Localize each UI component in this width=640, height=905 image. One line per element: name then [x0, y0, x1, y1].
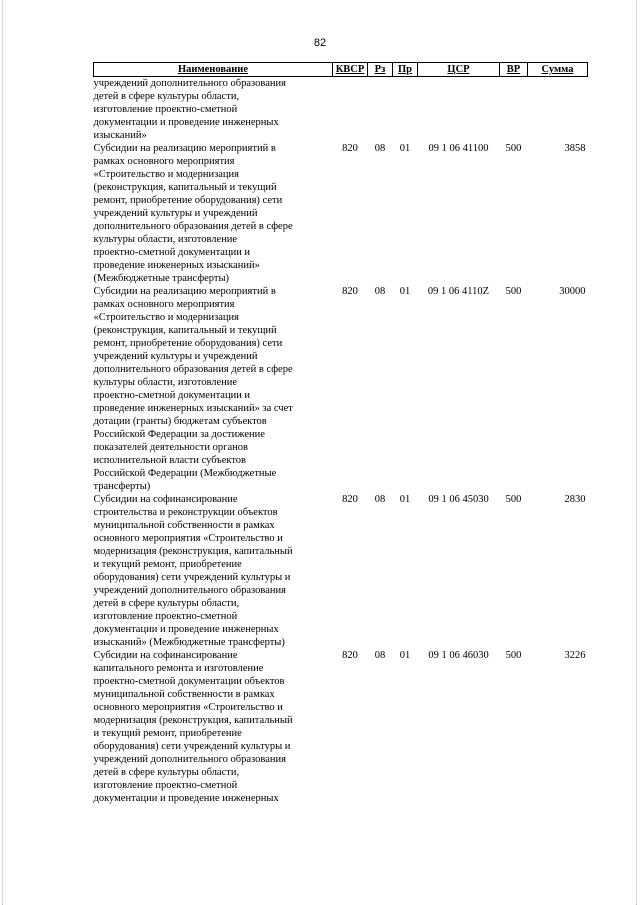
row-name-line: Субсидии на реализацию мероприятий в: [93, 143, 276, 154]
row-name-line: проектно-сметной документации объектов: [93, 676, 285, 687]
row-name-line: изысканий» (Межбюджетные трансферты): [93, 637, 285, 648]
row-name-line: изготовление проектно-сметной: [93, 104, 238, 115]
header-sum: Сумма: [528, 63, 588, 77]
row-pr: [393, 77, 418, 143]
row-name-line: документации и проведение инженерных: [93, 793, 279, 804]
row-name-line: культуры области, изготовление: [93, 377, 238, 388]
table-row: [94, 142, 588, 285]
row-sum: 30000: [559, 286, 586, 297]
row-vr: 500: [505, 143, 522, 154]
row-name-line: «Строительство и модернизация: [93, 169, 239, 180]
row-sum: [528, 77, 588, 143]
row-kvsr: [333, 77, 368, 143]
row-csr: 09 1 06 46030: [428, 650, 489, 661]
row-name-line: учреждений дополнительного образования: [93, 78, 286, 89]
header-kvsr: КВСР: [333, 63, 368, 77]
row-kvsr: 820: [342, 286, 358, 297]
row-csr: [418, 77, 500, 143]
table-row: [94, 649, 588, 805]
row-kvsr: 820: [342, 143, 358, 154]
row-rz: 08: [374, 286, 386, 297]
row-name-line: трансферты): [93, 481, 151, 492]
row-name-line: изготовление проектно-сметной: [93, 611, 238, 622]
row-name-line: проведение инженерных изысканий»: [93, 260, 260, 271]
row-name-line: муниципальной собственности в рамках: [93, 689, 275, 700]
row-vr: 500: [505, 650, 522, 661]
row-name-line: оборудования) сети учреждений культуры и: [93, 741, 291, 752]
row-name-line: и текущий ремонт, приобретение: [93, 559, 242, 570]
row-name-line: модернизация (реконструкция, капитальный: [93, 546, 293, 557]
row-name-line: (реконструкция, капитальный и текущий: [93, 325, 277, 336]
header-rz: Рз: [368, 63, 393, 77]
row-name-line: Субсидии на реализацию мероприятий в: [93, 286, 276, 297]
row-name-line: исполнительной власти субъектов: [93, 455, 247, 466]
row-name-line: учреждений культуры и учреждений: [93, 351, 258, 362]
row-name-cell: [94, 649, 333, 805]
row-name-line: основного мероприятия «Строительство и: [93, 533, 283, 544]
row-pr: 01: [399, 494, 411, 505]
row-name-line: проектно-сметной документации и: [93, 247, 251, 258]
row-name-line: Субсидии на софинансирование: [93, 494, 238, 505]
row-name-line: и текущий ремонт, приобретение: [93, 728, 242, 739]
row-name-line: изготовление проектно-сметной: [93, 780, 238, 791]
row-rz: 08: [374, 650, 386, 661]
row-name-cell: [94, 285, 333, 493]
row-name-line: модернизация (реконструкция, капитальный: [93, 715, 293, 726]
row-kvsr: 820: [342, 650, 358, 661]
row-name-line: ремонт, приобретение оборудования) сети: [93, 195, 283, 206]
row-name-line: Субсидии на софинансирование: [93, 650, 238, 661]
row-name-line: основного мероприятия «Строительство и: [93, 702, 283, 713]
row-name-line: Российской Федерации за достижение: [93, 429, 265, 440]
header-vr: ВР: [500, 63, 528, 77]
row-name-line: проектно-сметной документации и: [93, 390, 251, 401]
row-name-line: рамках основного мероприятия: [93, 299, 235, 310]
row-vr: 500: [505, 286, 522, 297]
budget-table: [93, 62, 588, 805]
table-row: [94, 285, 588, 493]
row-name-cell: [94, 142, 333, 285]
right-margin-rule: [636, 0, 638, 905]
row-name-line: детей в сфере культуры области,: [93, 767, 240, 778]
row-name-line: капитального ремонта и изготовление: [93, 663, 264, 674]
left-margin-rule: [2, 0, 4, 905]
row-name-cell: [94, 493, 333, 649]
row-rz: 08: [374, 494, 386, 505]
row-vr: [500, 77, 528, 143]
row-name-line: учреждений культуры и учреждений: [93, 208, 258, 219]
header-csr: ЦСР: [418, 63, 500, 77]
row-name-line: дополнительного образования детей в сфере: [93, 364, 293, 375]
row-sum: 3858: [564, 143, 586, 154]
row-name-line: учреждений дополнительного образования: [93, 754, 286, 765]
row-name-line: учреждений дополнительного образования: [93, 585, 286, 596]
row-name-line: культуры области, изготовление: [93, 234, 238, 245]
row-pr: 01: [399, 286, 411, 297]
row-name-line: ремонт, приобретение оборудования) сети: [93, 338, 283, 349]
row-name-line: (реконструкция, капитальный и текущий: [93, 182, 277, 193]
row-name-line: проведение инженерных изысканий» за счет: [93, 403, 293, 414]
row-name-line: «Строительство и модернизация: [93, 312, 239, 323]
row-sum: 2830: [564, 494, 586, 505]
row-name-line: рамках основного мероприятия: [93, 156, 235, 167]
row-name-line: муниципальной собственности в рамках: [93, 520, 275, 531]
table-row: [94, 493, 588, 649]
header-name: Наименование: [94, 63, 333, 77]
row-pr: 01: [399, 143, 411, 154]
row-name-line: оборудования) сети учреждений культуры и: [93, 572, 291, 583]
row-name-line: дотации (гранты) бюджетам субъектов: [93, 416, 267, 427]
row-csr: 09 1 06 4110Z: [427, 286, 490, 297]
table-body: [94, 77, 588, 806]
row-name-line: (Межбюджетные трансферты): [93, 273, 230, 284]
page-number: 82: [313, 37, 327, 49]
row-csr: 09 1 06 45030: [428, 494, 489, 505]
row-name-cell: [94, 77, 333, 143]
row-rz: 08: [374, 143, 386, 154]
row-rz: [368, 77, 393, 143]
row-name-line: документации и проведение инженерных: [93, 117, 279, 128]
row-name-line: изысканий»: [93, 130, 147, 141]
row-name-line: показателей деятельности органов: [93, 442, 248, 453]
table-header-row: [94, 63, 588, 77]
row-name-line: детей в сфере культуры области,: [93, 598, 240, 609]
row-kvsr: 820: [342, 494, 358, 505]
row-name-line: дополнительного образования детей в сфере: [93, 221, 293, 232]
row-name-line: Российской Федерации (Межбюджетные: [93, 468, 277, 479]
row-name-line: детей в сфере культуры области,: [93, 91, 240, 102]
row-vr: 500: [505, 494, 522, 505]
table-row: [94, 77, 588, 143]
header-pr: Пр: [393, 63, 418, 77]
row-pr: 01: [399, 650, 411, 661]
row-name-line: строительства и реконструкции объектов: [93, 507, 278, 518]
row-name-line: документации и проведение инженерных: [93, 624, 279, 635]
row-sum: 3226: [564, 650, 586, 661]
row-csr: 09 1 06 41100: [428, 143, 489, 154]
